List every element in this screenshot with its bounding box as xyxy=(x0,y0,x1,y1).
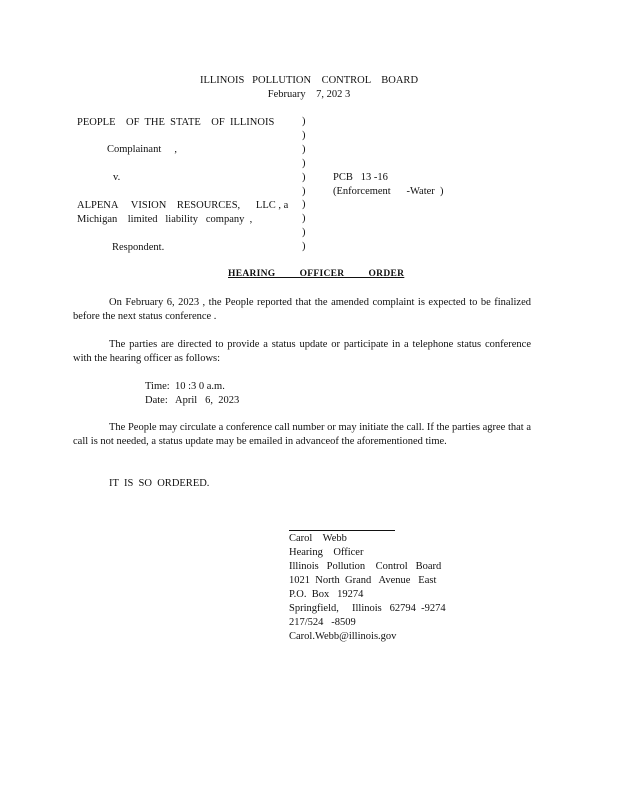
case-type: (Enforcement -Water ) xyxy=(333,186,444,197)
order-date: February 7, 202 3 xyxy=(267,89,351,100)
conference-time: Time: 10 :3 0 a.m. xyxy=(145,381,225,392)
agency-heading: ILLINOIS POLLUTION CONTROL BOARD xyxy=(199,75,419,86)
case-number: PCB 13 -16 xyxy=(333,172,388,183)
conference-date: Date: April 6, 2023 xyxy=(145,395,240,406)
signer-po-box: P.O. Box 19274 xyxy=(289,589,364,600)
signer-street: 1021 North Grand Avenue East xyxy=(289,575,437,586)
paragraph-directive: The parties are directed to provide a status update or participate in a telephone status conference with the hearing officer as follows: xyxy=(73,339,531,364)
signer-name: Carol Webb xyxy=(289,533,347,544)
signature-line xyxy=(289,530,395,531)
paragraph-status-report: On February 6, 2023 , the People reported that the amended complaint is expected to be finalized before the next status conference . xyxy=(73,297,531,322)
caption-parentheses: ) ) ) ) ) ) ) ) ) ) xyxy=(302,116,306,253)
signer-phone: 217/524 -8509 xyxy=(289,617,356,628)
defendant-name-line2: Michigan limited liability company , xyxy=(77,214,253,225)
versus-label: v. xyxy=(113,172,121,183)
plaintiff-role: Complainant , xyxy=(107,144,177,155)
defendant-name-line1: ALPENA VISION RESOURCES, LLC , a xyxy=(77,200,289,211)
signature-block xyxy=(289,532,446,644)
defendant-role: Respondent. xyxy=(112,242,165,253)
signer-title: Hearing Officer xyxy=(289,547,364,558)
paragraph-call-instructions: The People may circulate a conference call number or may initiate the call. If the parties agree that a call is not needed, a status update may be emailed in advanceof the aforementioned time. xyxy=(73,422,531,447)
signer-city: Springfield, Illinois 62794 -9274 xyxy=(289,603,446,614)
signer-organization: Illinois Pollution Control Board xyxy=(289,561,442,572)
closing-statement: IT IS SO ORDERED. xyxy=(109,478,210,489)
order-title: HEARING OFFICER ORDER xyxy=(228,269,405,279)
plaintiff-name: PEOPLE OF THE STATE OF ILLINOIS xyxy=(77,117,275,128)
signer-email[interactable]: Carol.Webb@illinois.gov xyxy=(289,631,397,642)
